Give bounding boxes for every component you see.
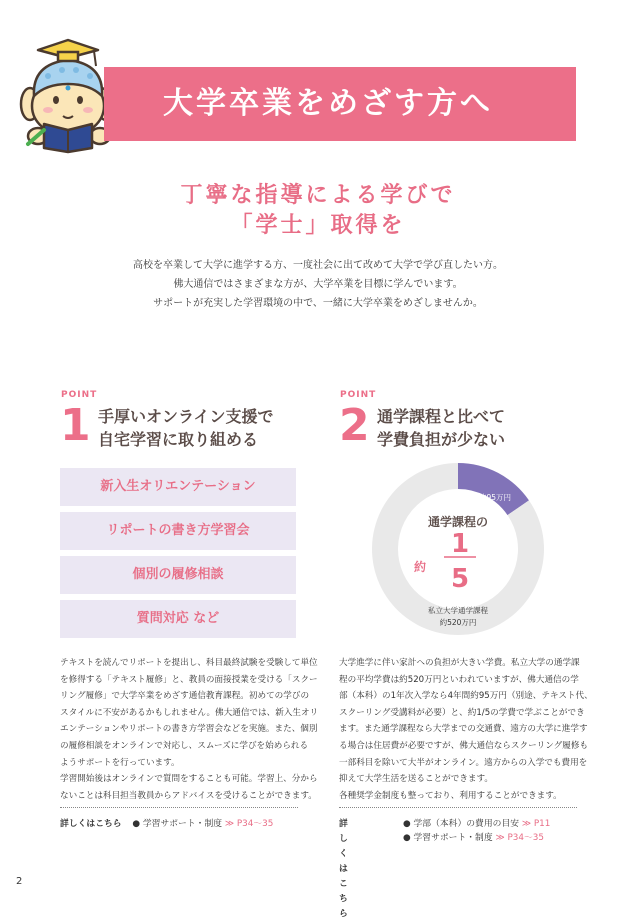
donut-denominator: 5 [450, 564, 470, 594]
intro-line-1: 高校を卒業して大学に進学する方、一度社会に出て改めて大学で学び直したい方。 [133, 260, 503, 271]
point2-body-line: 大学進学に伴い家計への負担が大きい学費。私立大学の通学課 [339, 658, 580, 668]
point1-body-line: エンテーションやリポートの書き方学習会などを実施。また、個別 [60, 724, 318, 735]
point1-body-line: テキストを読んでリポートを提出し、科目最終試験を受験して単位 [60, 658, 318, 668]
point2-divider [339, 807, 577, 808]
donut-prefix: 約 [413, 560, 427, 574]
rest-label-line1: 私立大学通学課程 [428, 606, 488, 615]
intro-line-2: 佛大通信ではさまざまな方が、大学卒業を目標に学んでいます。 [173, 279, 463, 290]
headline-line1: 丁寧な指導による学びで [180, 183, 456, 208]
service-report-workshop: リポートの書き方学習会 [60, 512, 296, 550]
point1-more-label: 詳しくはこちら [60, 819, 122, 829]
service-question-support: 質問対応 など [60, 600, 296, 638]
point1-number: 1 [60, 400, 91, 451]
page-title: 大学卒業をめざす方へ [163, 86, 493, 121]
point2-more-item1: ● 学部（本科）の費用の目安 [403, 819, 520, 829]
point1-body-line: ないことは科目担当教員からアドバイスを受けることができます。 [60, 790, 317, 801]
point2-more-link2[interactable]: ≫ P34～35 [495, 833, 544, 843]
point1-label: POINT [61, 390, 98, 400]
point2-body-line: 一部科目を除いて大半がオンライン。遠方からの入学でも費用を [339, 757, 588, 768]
point1-body-line: 学習開始後はオンラインで質問をすることも可能。学習上、分から [60, 774, 318, 785]
point2-body-line: 抑えて大学生活を送ることができます。 [339, 774, 494, 785]
point2-more-link1[interactable]: ≫ P11 [521, 819, 551, 829]
point1-body-line: リング履修」で大学卒業をめざす通信教育課程。初めての学びの [60, 691, 310, 702]
point2-title-line2: 学費負担が少ない [377, 430, 506, 449]
point1-divider [60, 807, 298, 808]
point1-body [60, 655, 318, 804]
point2-more-label: 詳しくはこちら [339, 819, 348, 919]
point2-body-line: 各種奨学金制度も整っており、利用することができます。 [339, 790, 562, 801]
point2-body-line: スクーリング受講料が必要）と、約1/5の学費で学ぶことができ [339, 707, 585, 718]
point1-body-line: を修得する「テキスト履修」と、教員の面接授業を受ける「スクー [60, 674, 318, 685]
point2-body-line: る場合は住居費が必要ですが、佛大通信ならスクーリング履修も [339, 740, 589, 751]
page-number: 2 [16, 876, 23, 887]
point2-body-line: 程の平均学費は約520万円といわれていますが、佛大通信の学 [339, 674, 579, 685]
intro-line-3: サポートが充実した学習環境の中で、一緒に大学卒業をめざしませんか。 [153, 298, 483, 309]
point2-body [339, 655, 593, 804]
slice-label-distance: 約95万円 [478, 493, 512, 502]
donut-slice-distance [458, 463, 529, 515]
service-course-consultation: 個別の履修相談 [60, 556, 296, 594]
point1-title-line2: 自宅学習に取り組める [98, 430, 259, 449]
point2-label: POINT [340, 390, 377, 400]
point2-number: 2 [339, 400, 370, 451]
service-orientation: 新入生オリエンテーション [60, 468, 296, 506]
point1-body-line: スタイルに不安があるかもしれません。佛大通信では、新入生オリ [60, 707, 319, 718]
point2-title-line1: 通学課程と比べて [377, 407, 506, 426]
point1-more [60, 817, 273, 832]
point1-more-item: ● 学習サポート・制度 [132, 819, 223, 829]
point2-body-line: ます。また通学課程なら大学までの交通費、遠方の大学に進学す [339, 724, 588, 735]
donut-center-title: 通学課程の [427, 515, 489, 529]
rest-label-line2: 約520万円 [439, 618, 477, 627]
point1-body-line: の履修相談をオンラインで対応し、スムーズに学びを始められる [60, 740, 309, 751]
point1-more-link[interactable]: ≫ P34～35 [224, 819, 274, 829]
point2-body-line: 部（本科）の1年次入学なら4年間約95万円（別途、テキスト代、 [339, 691, 593, 702]
tuition-donut-chart [372, 463, 544, 635]
point1-body-line: ようサポートを行っています。 [60, 757, 180, 768]
point2-more-item2: ● 学習サポート・制度 [403, 833, 493, 843]
point1-title-line1: 手厚いオンライン支援で [98, 407, 274, 426]
headline-line2: 「学士」取得を [230, 213, 406, 238]
donut-numerator: 1 [450, 529, 470, 559]
